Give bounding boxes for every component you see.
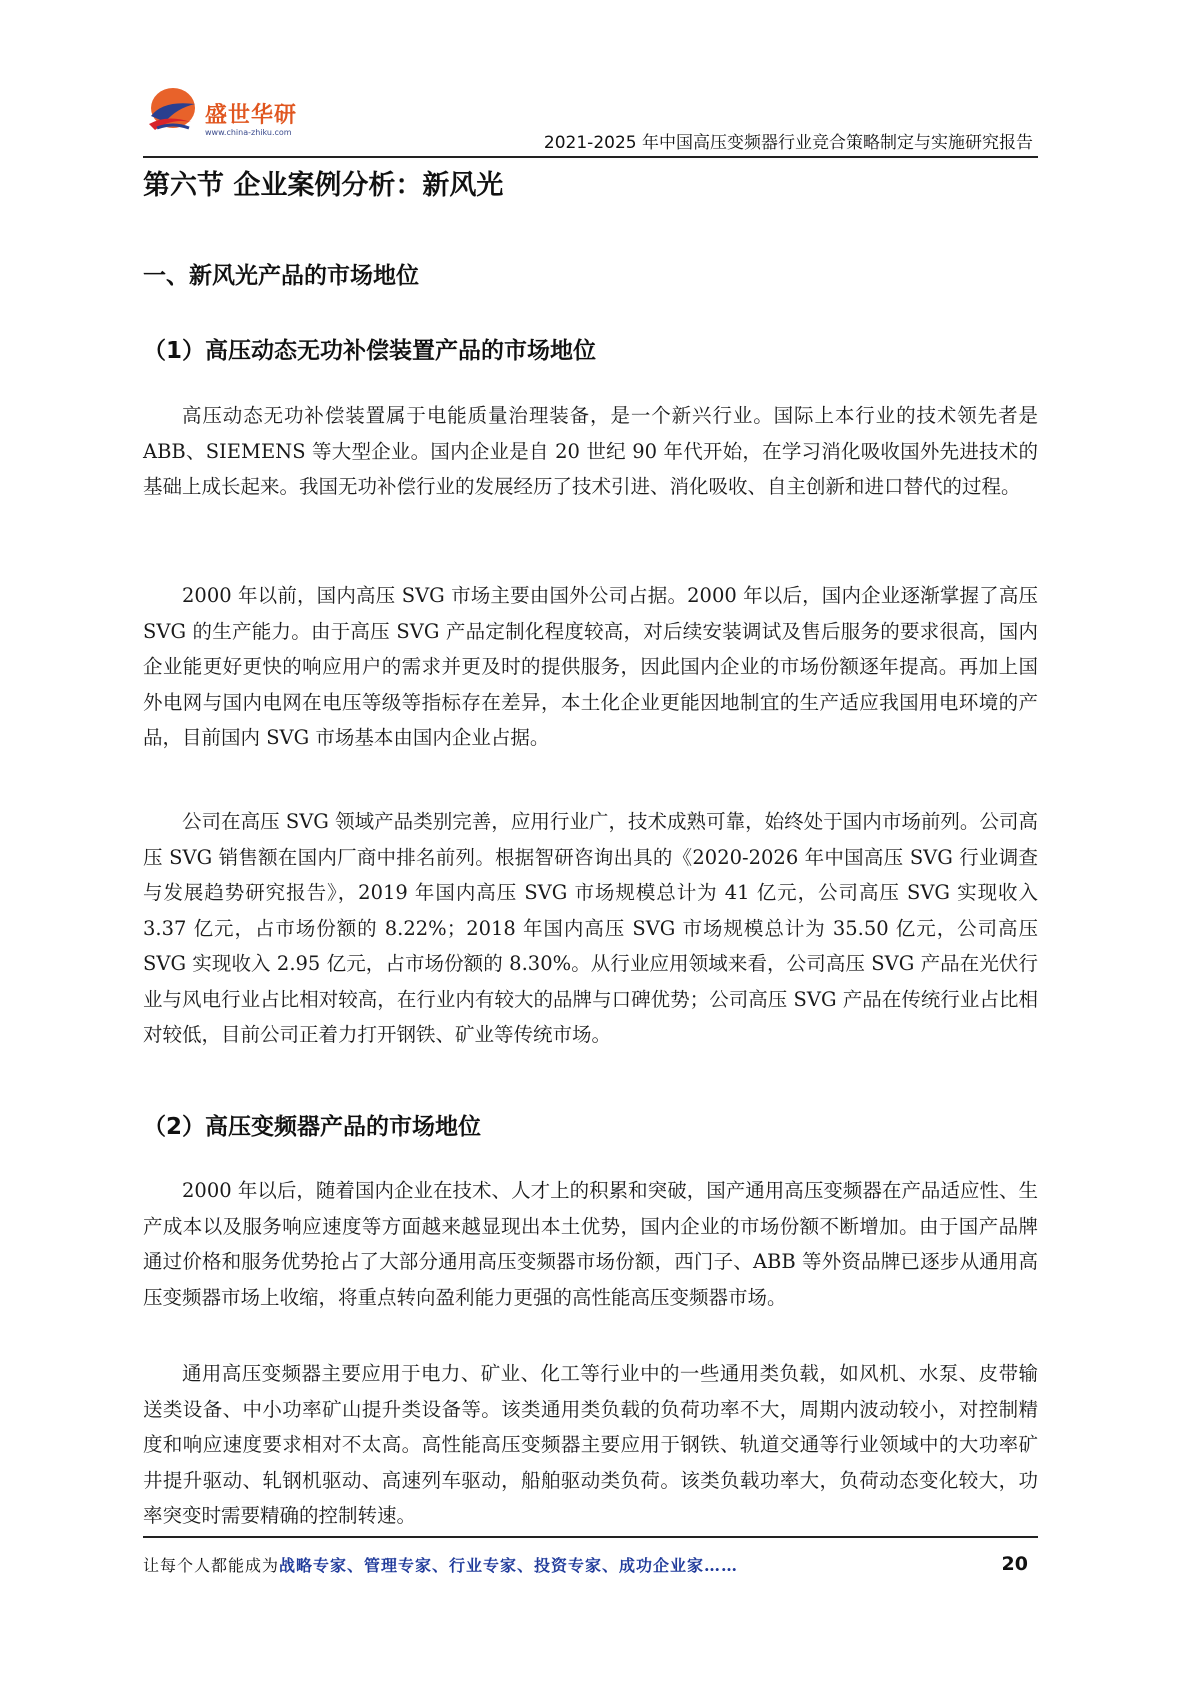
page-number: 20 xyxy=(1001,1553,1028,1575)
company-logo xyxy=(143,78,313,148)
logo-text: 盛世华研 xyxy=(205,103,298,128)
footer-slogan-roles: 战略专家、管理专家、行业专家、投资专家、成功企业家…… xyxy=(279,1556,739,1575)
page-footer xyxy=(143,1553,1038,1583)
page-header xyxy=(143,78,1043,156)
report-title: 2021-2025 年中国高压变频器行业竞合策略制定与实施研究报告 xyxy=(543,133,1033,153)
footer-divider xyxy=(143,1536,1038,1538)
logo-url: www.china-zhiku.com xyxy=(205,128,292,137)
paragraph: 高压动态无功补偿装置属于电能质量治理装备，是一个新兴行业。国际上本行业的技术领先者是 ABB、SIEMENS 等大型企业。国内企业是自 20 世纪 90 年代开始，在学习消化吸收国外先进技术的基础上成长起来。我国无功补偿行业的发展经历了技术引进、消化吸收、自主创新和进口替代的过程。 xyxy=(143,404,1038,498)
logo-swoosh-icon xyxy=(143,78,203,138)
paragraph: 通用高压变频器主要应用于电力、矿业、化工等行业中的一些通用类负载，如风机、水泵、皮带输送类设备、中小功率矿山提升类设备等。该类通用类负载的负荷功率不大，周期内波动较小，对控制精度和响应速度要求相对不太高。高性能高压变频器主要应用于钢铁、轨道交通等行业领域中的大功率矿井提升驱动、轧钢机驱动、高速列车驱动，船舶驱动类负荷。该类负载功率大，负荷动态变化较大，功率突变时需要精确的控制转速。 xyxy=(143,1362,1038,1527)
paragraph: 2000 年以后，随着国内企业在技术、人才上的积累和突破，国产通用高压变频器在产品适应性、生产成本以及服务响应速度等方面越来越显现出本土优势，国内企业的市场份额不断增加。由于国产品牌通过价格和服务优势抢占了大部分通用高压变频器市场份额，西门子、ABB 等外资品牌已逐步从通用高压变频器市场上收缩，将重点转向盈利能力更强的高性能高压变频器市场。 xyxy=(143,1179,1038,1309)
paragraph: 2000 年以前，国内高压 SVG 市场主要由国外公司占据。2000 年以后，国内企业逐渐掌握了高压 SVG 的生产能力。由于高压 SVG 产品定制化程度较高，对后续安装调试及售后服务的要求很高，国内企业能更好更快的响应用户的需求并更及时的提供服务，因此国内企业的市场份额逐年提高。再加上国外电网与国内电网在电压等级等指标存在差异，本土化企业更能因地制宜的生产适应我国用电环境的产品，目前国内 SVG 市场基本由国内企业占据。 xyxy=(143,584,1038,749)
subsection-title: 一、新风光产品的市场地位 xyxy=(143,263,419,289)
paragraph: 公司在高压 SVG 领域产品类别完善，应用行业广，技术成熟可靠，始终处于国内市场前列。公司高压 SVG 销售额在国内厂商中排名前列。根据智研咨询出具的《2020-2026 年中国高压 SVG 行业调查与发展趋势研究报告》，2019 年国内高压 SVG 市场规模总计为 41 亿元，公司高压 SVG 实现收入 3.37 亿元，占市场份额的 8.22%；2018 年国内高压 SVG 市场规模总计为 35.50 亿元，公司高压 SVG 实现收入 2.95 亿元，占市场份额的 8.30%。从行业应用领域来看，公司高压 SVG 产品在光伏行业与风电行业占比相对较高，在行业内有较大的品牌与口碑优势；公司高压 SVG 产品在传统行业占比相对较低，目前公司正着力打开钢铁、矿业等传统市场。 xyxy=(143,810,1038,1046)
footer-slogan-lead: 让每个人都能成为 xyxy=(143,1556,280,1575)
section-title: 第六节 企业案例分析：新风光 xyxy=(143,170,504,201)
header-divider xyxy=(143,156,1038,158)
subsection-heading-inverter: （2）高压变频器产品的市场地位 xyxy=(143,1114,482,1140)
subsection-heading-svg: （1）高压动态无功补偿装置产品的市场地位 xyxy=(143,338,597,364)
